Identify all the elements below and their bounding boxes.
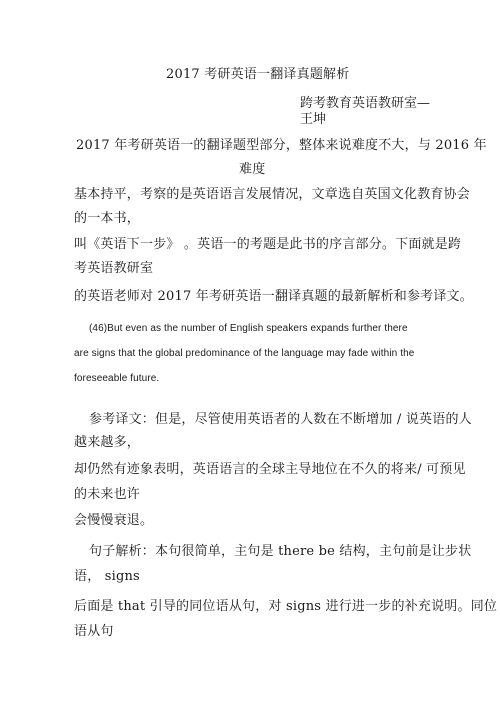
intro-line-7: 的英语老师对 2017 年考研英语一翻译真题的最新解析和参考译文。 (74, 289, 473, 304)
analysis-line-3: 后面是 that 引导的同位语从句，对 signs 进行进一步的补充说明。同位 (74, 599, 498, 614)
translation-line-4: 的未来也许 (74, 487, 141, 502)
translation-line-5: 会慢慢衰退。 (74, 513, 154, 528)
analysis-line-2: 语， signs (74, 569, 140, 584)
author-line-2: 王坤 (300, 112, 327, 127)
english-sentence-line-1: (46)But even as the number of English speakers expands further there (89, 323, 408, 334)
author-line-1: 跨考教育英语教研室— (300, 96, 431, 111)
intro-line-4: 的一本书， (74, 211, 141, 226)
translation-line-3: 却仍然有迹象表明，英语语言的全球主导地位在不久的将来/ 可预见 (74, 462, 466, 477)
english-sentence-line-2: are signs that the global predominance of the language may fade within the (74, 348, 415, 359)
intro-line-5: 叫《英语下一步》 。英语一的考题是此书的序言部分。下面就是跨 (74, 237, 462, 252)
english-sentence-line-3: foreseeable future. (74, 373, 160, 384)
analysis-line-1: 句子解析：本句很简单，主句是 there be 结构，主句前是让步状 (89, 544, 472, 559)
translation-line-1: 参考译文：但是，尽管使用英语者的人数在不断增加 / 说英语的人 (89, 412, 472, 427)
intro-line-2: 难度 (239, 162, 266, 177)
intro-line-3: 基本持平，考察的是英语语言发展情况，文章选自英国文化教育协会 (74, 187, 471, 202)
analysis-line-4: 语从句 (74, 624, 114, 639)
document-title: 2017 考研英语一翻译真题解析 (166, 67, 350, 82)
translation-line-2: 越来越多， (74, 435, 141, 450)
intro-line-6: 考英语教研室 (74, 261, 154, 276)
intro-line-1: 2017 年考研英语一的翻译题型部分，整体来说难度不大，与 2016 年 (76, 138, 487, 153)
